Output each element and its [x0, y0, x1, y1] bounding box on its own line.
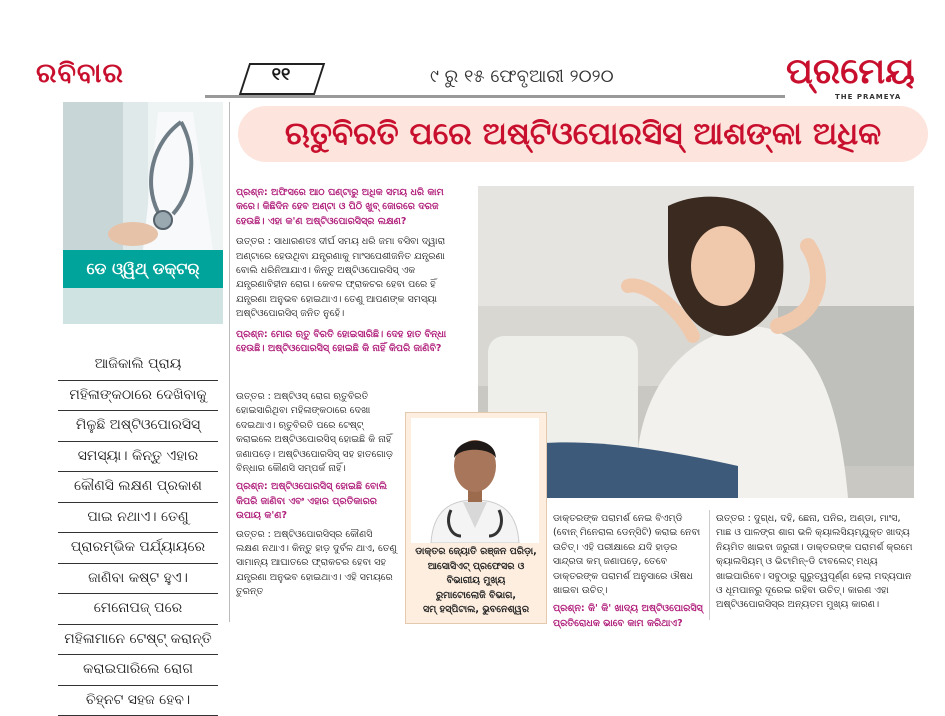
intro-line: ମେନୋପଜ୍ ପରେ — [58, 594, 218, 625]
intro-line: ସମସ୍ୟା। କିନ୍ତୁ ଏହାର — [58, 442, 218, 473]
question-3: ପ୍ରଶ୍ନ: ଅଷ୍ଟିଓପୋରସିସ୍ ହୋଇଛି ବୋଲି କିପରି ଜାଣିବା ଏବଂ ଏହାର ପ୍ରତିକାରର ଉପାୟ କ'ଣ? — [236, 480, 398, 523]
qa-block — [236, 186, 468, 356]
qa-block-3 — [553, 512, 703, 631]
issue-date: ୯ ରୁ ୧୫ ଫେବୃଆରୀ ୨୦୨୦ — [430, 66, 614, 87]
brand-logo: ପ୍ରମେୟ — [786, 54, 915, 90]
doctor-title-1: ଆସୋସିଏଟ୍ ପ୍ରଫେସର ଓ — [406, 560, 546, 575]
question-4: ପ୍ରଶ୍ନ: କି' କି' ଖାଦ୍ୟ ଅଷ୍ଟିଓପୋରସିସ୍ ପ୍ରତିରୋଧକ ଭାବେ କାମ କରିଥାଏ? — [553, 602, 703, 631]
answer-1: ଉତ୍ତର : ସାଧାରଣତଃ ଦୀର୍ଘ ସମୟ ଧରି ଜମା ବସିବା ଦ୍ୱାରା ଅଣ୍ଟାରେ ହେଉଥିବା ଯନ୍ତ୍ରଣାକୁ ମାଂସପେଶୀଜନିତ ଯନ୍ତ୍ରଣା ବୋଲି ଧରିନିଆଯାଏ। କିନ୍ତୁ ଅଷ୍ଟିଓପୋରସିସ୍ ଏକ ଯନ୍ତ୍ରଣାବିହୀନ ରୋଗ। କେବଳ ଫ୍ରାକଚର ହେବା ପରେ ହିଁ ଯନ୍ତ୍ରଣା ଅନୁଭବ ହୋଇଥାଏ। ତେଣୁ ଆପଣଙ୍କ ସମସ୍ୟା ଅଷ୍ଟିଓପୋରସିସ୍ ଜନିତ ନୁହେଁ। — [236, 235, 468, 321]
question-2: ପ୍ରଶ୍ନ: ମୋର ଋତୁ ବିରତି ହୋଇସାରିଛି। ଦେହ ହାତ ବିନ୍ଧା ହେଉଛି। ଅଷ୍ଟିଓପୋରସିସ୍ ହୋଇଛି କି ନାହିଁ କିପରି ଜାଣିବି? — [236, 328, 468, 357]
qa-block-2 — [236, 390, 398, 600]
section-title: ରବିବାର — [36, 58, 124, 90]
column-divider — [229, 102, 230, 622]
page-number: ୧୧ — [256, 64, 306, 85]
intro-line: ମହିଳାଙ୍କଠାରେ ଦେଖିବାକୁ — [58, 381, 218, 412]
header-rule — [205, 95, 785, 98]
column-divider-2 — [709, 510, 710, 620]
intro-line: ମିଳୁଛି ଅଷ୍ଟିଓପୋରସିସ୍ — [58, 411, 218, 442]
intro-line: ଆଜିକାଲି ପ୍ରାୟ — [58, 350, 218, 381]
intro-line: କରାଇପାରିଲେ ରୋଗ — [58, 655, 218, 686]
answer-2: ଉତ୍ତର : ଅଷ୍ଟିଓସ୍ ରୋଗ ଋତୁବିରତି ହୋଇସାରିଥିବା ମହିଳାଙ୍କଠାରେ ଦେଖା ଦେଇଥାଏ। ଋତୁବିରତି ପରେ ଟେଷ୍ଟ୍ କରାଇଲେ ଅଷ୍ଟିଓପୋରସିସ୍ ହୋଇଛି କି ନାହିଁ ଜଣାପଡ଼େ। ଅଷ୍ଟିଓପୋରସିସ୍ ସହ ହାତଗୋଡ଼ ବିନ୍ଧାର କୌଣସି ସମ୍ପର୍କ ନାହିଁ। — [236, 390, 398, 476]
doctor-photo — [411, 418, 539, 543]
answer-4: ଉତ୍ତର : ଦୁଗ୍ଧ, ଦହି, ଛେନା, ପନିର, ଅଣ୍ଡା, ମାଂସ, ମାଛ ଓ ପାଳଙ୍ଗ ଶାଗ ଭଳି କ୍ୟାଲସିୟମ୍‌ଯୁକ୍ତ ଖାଦ୍ୟ ନିୟମିତ ଖାଇବା ଜରୁରୀ। ଡାକ୍ତରଙ୍କ ପରାମର୍ଶ କ୍ରମେ କ୍ୟାଲସିୟମ୍ ଓ ଭିଟାମିନ୍-ଡି ଟାବଲେଟ୍ ମଧ୍ୟ ଖାଇପାରିବେ। ସବୁଠାରୁ ଗୁରୁତ୍ୱପୂର୍ଣ୍ଣ ହେଲା ମଦ୍ୟପାନ ଓ ଧୂମପାନରୁ ଦୂରେଇ ରହିବା ଉଚିତ୍। କାରଣ ଏହା ଅଷ୍ଟିଓପୋରସିସ୍‌ର ଅନ୍ୟତମ ମୁଖ୍ୟ କାରଣ। — [716, 512, 916, 613]
intro-text — [58, 350, 218, 716]
intro-line: ମହିଳାମାନେ ଟେଷ୍ଟ୍ କରାନ୍ତି — [58, 625, 218, 656]
column-label: ଡେ ଓ୍ୱିଥ୍ ଡକ୍ଟର୍ — [63, 250, 223, 288]
doctor-department: ରୁମାଟୋଲୋଜି ବିଭାଗ, — [406, 589, 546, 604]
answer-3-cont: ଡାକ୍ତରଙ୍କ ପରାମର୍ଶ ନେଇ ବିଏମ୍‌ଡି (ବୋନ୍ ମିନେରାଲ ଡେନ୍ସିଟି) କରାଇ ନେବା ଉଚିତ୍। ଏହି ପରୀକ୍ଷାରେ ଯଦି ହାଡ଼ର ସାନ୍ଦ୍ରତା କମ୍ ଜଣାପଡ଼େ, ତେବେ ଡାକ୍ତରଙ୍କ ପରାମର୍ଶ ଅନୁସାରେ ଔଷଧ ଖାଇବା ଉଚିତ୍। — [553, 512, 703, 598]
intro-line: ଚିହ୍ନଟ ସହଜ ହେବ। — [58, 686, 218, 716]
qa-block-4 — [716, 512, 916, 613]
intro-line: ଜାଣିବା କଷ୍ଟ ହୁଏ। — [58, 564, 218, 595]
question-1: ପ୍ରଶ୍ନ: ଅଫିସରେ ଆଠ ଘଣ୍ଟାରୁ ଅଧିକ ସମୟ ଧରି କାମ କରେ। କିଛିଦିନ ହେବ ଅଣ୍ଟା ଓ ପିଠି ଖୁବ୍ ଜୋରରେ ଦରଜ ହେଉଛି। ଏହା କ'ଣ ଅଷ୍ଟିଓପୋରସିସ୍‌ର ଲକ୍ଷଣ? — [236, 186, 468, 229]
doctor-hospital: ସମ୍ ହସ୍ପିଟାଲ, ଭୁବନେଶ୍ୱର — [406, 603, 546, 618]
doctor-caption — [406, 545, 546, 618]
doctor-title-2: ବିଭାଗୀୟ ମୁଖ୍ୟ — [406, 574, 546, 589]
intro-line: ପାଇ ନଥାଏ। ତେଣୁ — [58, 503, 218, 534]
brand-tagline: THE PRAMEYA — [835, 93, 901, 101]
doctor-name: ଡାକ୍ତର ଜ୍ୟୋତି ରଞ୍ଜନ ପରିଡ଼ା, — [406, 545, 546, 560]
answer-3: ଉତ୍ତର : ଅଷ୍ଟିଓପୋରସିସ୍‌ର କୌଣସି ଲକ୍ଷଣ ନଥାଏ। କିନ୍ତୁ ହାଡ଼ ଦୁର୍ବଳ ଥାଏ, ତେଣୁ ସାମାନ୍ୟ ଆଘାତରେ ଫ୍ରାକଚର ହେବା ସହ ଯନ୍ତ୍ରଣା ଅନୁଭବ ହୋଇଥାଏ। ଏହି ସମୟରେ ତୁରନ୍ତ — [236, 528, 398, 600]
stethoscope-photo — [63, 102, 223, 250]
intro-line: କୌଣସି ଲକ୍ଷଣ ପ୍ରକାଶ — [58, 472, 218, 503]
intro-line: ପ୍ରାରମ୍ଭିକ ପର୍ଯ୍ୟାୟରେ — [58, 533, 218, 564]
headline: ଋତୁବିରତି ପରେ ଅଷ୍ଟିଓପୋରସିସ୍ ଆଶଙ୍କା ଅଧିକ — [238, 106, 928, 162]
